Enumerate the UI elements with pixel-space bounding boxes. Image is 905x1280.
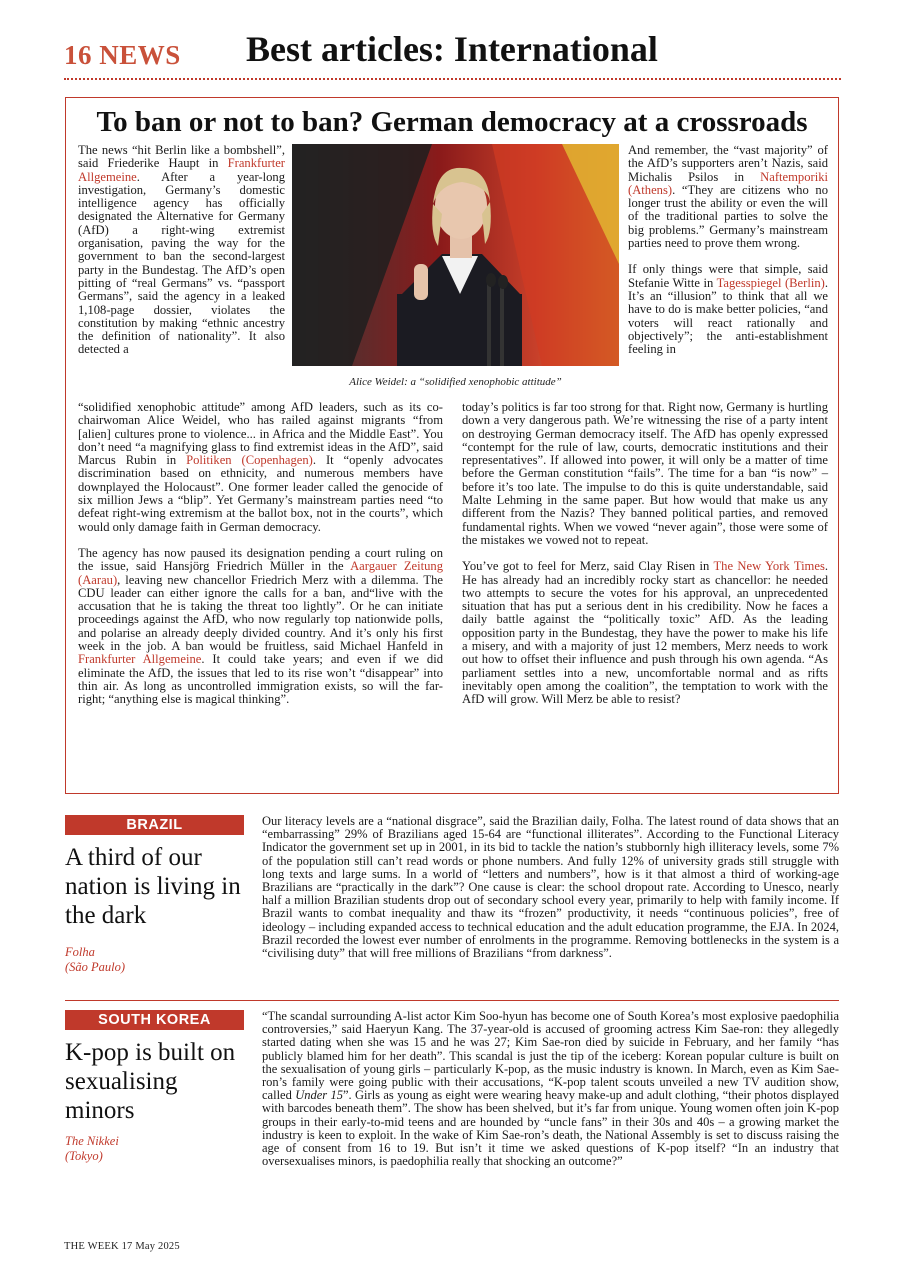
source-link: Politiken (Copenhagen) bbox=[186, 453, 313, 468]
section-name: NEWS bbox=[99, 40, 181, 70]
lead-col-left-bottom bbox=[78, 401, 443, 707]
story-source: The Nikkei (Tokyo) bbox=[65, 1134, 119, 1163]
lead-headline: To ban or not to ban? German democracy at a crossroads bbox=[96, 106, 808, 138]
source-link: Tagesspiegel (Berlin) bbox=[716, 275, 825, 290]
story-source: Folha (São Paulo) bbox=[65, 945, 126, 974]
lead-col-right-top bbox=[628, 144, 828, 356]
lead-paragraph: “solidified xenophobic attitude” among AfD leaders, such as its co-chairwoman Alice Weidel, who has railed against migrants “from [alien] cultures prone to violence... in Africa and the Middle East”. You don’t need “a magnifying glass to find extremist ideas in the AfD”, said Marcus Rubin in Politiken (Copenhagen). It “openly advocates discrimination based on ethnicity, and numerous members have downplayed the Holocaust”. One former leader called the genocide of six million Jews a “blip”. Yet Germany’s mainstream parties need “to defeat right-wing extremism at the ballot box, not in the courts”, which would only damage faith in German democracy. bbox=[78, 400, 443, 534]
story-divider bbox=[65, 1000, 839, 1001]
source-link: Frankfurter Allgemeine bbox=[78, 652, 202, 667]
page-title: Best articles: International bbox=[246, 29, 658, 69]
lead-col-left-top bbox=[78, 144, 285, 357]
page-header bbox=[64, 28, 841, 78]
photo-caption: Alice Weidel: a “solidified xenophobic attitude” bbox=[349, 376, 562, 388]
show-title: Under 15 bbox=[295, 1088, 343, 1103]
page-footer: THE WEEK 17 May 2025 bbox=[64, 1241, 180, 1252]
lead-paragraph: The agency has now paused its designation pending a court ruling on the issue, said Hansjörg Friedrich Müller in the Aargauer Zeitung (Aarau), leaving new chancellor Friedrich Merz with a dilemma. The CDU leader can either ignore the calls for a ban, and“live with the accusation that he is taking the threat too lightly”. Or he can initiate proceedings against the AfD, who now regularly top nationwide polls, and polarise an already deeply divided country. And it’s only his first week in the job. A ban would be fruitless, said Michael Hanfeld in Frankfurter Allgemeine. It could take years; and even if we did eliminate the AfD, the issues that led to its rise won’t “disappear” into thin air. As long as uncontrolled immigration exists, so will the far-right; “anything else is magical thinking”. bbox=[78, 545, 443, 707]
header-rule bbox=[64, 78, 841, 80]
source-link: Aargauer Zeitung (Aarau) bbox=[78, 559, 443, 587]
lead-paragraph: You’ve got to feel for Merz, said Clay Risen in The New York Times. He has already had an incredibly rocky start as chancellor: he needed two attempts to secure the votes for his approval, an unprecedented situation that has put a serious dent in his credibility. Now he faces a daily battle against the “politically toxic” AfD. As the leading opposition party in the Bundestag, they have the power to make his life a misery, and with a majority of just 12 members, Merz needs to work out how to offset their influence and push through his own agenda. “As parliament settles into a new, uncomfortable normal and as rifts inevitably open among the coalition”, the temptation to work with the AfD will grow. Will Merz be able to resist? bbox=[462, 559, 829, 707]
page-number: 16 NEWS bbox=[64, 40, 181, 70]
story-headline: A third of our nation is living in the dark bbox=[65, 844, 241, 929]
photo-illustration bbox=[292, 144, 619, 366]
lead-photo bbox=[292, 144, 619, 366]
source-link: Naftemporiki (Athens) bbox=[628, 169, 828, 197]
korea-story bbox=[65, 1010, 839, 1210]
lead-paragraph: today’s politics is far too strong for that. Right now, Germany is hurtling down a very dangerous path. We’re witnessing the rise of a party intent on destroying German democracy itself. The AfD has openly expressed “contempt for the rule of law, courts, democratic institutions and their representatives”. If allowed into power, it will only be a matter of time before the German constitution “fails”. The time for a ban “is now” – before it’s too late. The impulse to do this is quite understandable, said Malte Lehming in the same paper. But how would that make us any different from the Nazis? They banned political parties, and removed fundamental rights. When we vowed “never again”, those were some of the mistakes we vowed not to repeat. bbox=[462, 400, 828, 547]
source-link: The New York Times bbox=[713, 559, 825, 574]
country-tag: BRAZIL bbox=[65, 815, 244, 835]
brazil-story bbox=[65, 815, 839, 995]
source-link: Frankfurter Allgemeine bbox=[78, 156, 285, 184]
lead-paragraph: If only things were that simple, said Stefanie Witte in Tagesspiegel (Berlin). It’s an “illusion” to think that all we have to do is make better policies, “and voters will react rationally and objectively”; the anti-establishment feeling in bbox=[628, 262, 828, 357]
story-body: Our literacy levels are a “national disgrace”, said the Brazilian daily, Folha. The latest round of data shows that an “embarrassing” 29% of Brazilians aged 15-64 are “functional illiterates”. According to the Functional Literacy Indicator the government set up in 2001, in its bid to tackle the nation’s stubbornly high illiteracy levels, some 7% of the population still can’t read words or phone numbers. And fully 12% of university grads still struggle with long texts and large sums. In a world of “letters and numbers”, how is it that almost a third of working-age Brazilians are “practically in the dark”? One cause is clear: the school dropout rate. According to Unesco, nearly half a million Brazilian students drop out of secondary school every year, primarily to help with family income. If Brazil wants to combat inequality and thaw its “frozen” productivity, it needs “continuous policies”, free of ideology – including expanded access to technical education and the adult education programme, the EJA. In 2024, Brazil recorded the lowest ever number of enrolments in the programme. Removing bottlenecks in the system is a “civilising duty” that will free millions of Brazilians “from darkness”. bbox=[262, 814, 839, 961]
lead-col-right-bottom bbox=[462, 401, 828, 707]
lead-paragraph: The news “hit Berlin like a bombshell”, said Friederike Haupt in Frankfurter Allgemeine. After a year-long investigation, Germany’s domestic intelligence agency has officially designated the Alternative for Germany (AfD) a right-wing extremist organisation, paving the way for the government to ban the second-largest party in the Bundestag. The AfD’s open pitting of “real Germans” vs. “passport Germans”, said the agency in a leaked 1,108-page dossier, violates the constitution by making “ethnic ancestry the definition of nationality”. It also detected a bbox=[78, 143, 285, 357]
lead-story-box bbox=[65, 97, 839, 794]
country-tag: SOUTH KOREA bbox=[65, 1010, 244, 1030]
story-body: “The scandal surrounding A-list actor Kim Soo-hyun has become one of South Korea’s most explosive paedophilia controversies,” said Haeryun Kang. The 37-year-old is accused of grooming actress Kim Sae-ron: they allegedly started dating when she was 15 and he was 27; Kim Sae-ron died by suicide in February, and her family “has publicly blamed him for her death”. This scandal is just the tip of the iceberg: Korean popular culture is built on the sexualisation of young girls – particularly K-pop, as the music industry is known. In March, even as Kim Sae-ron’s family were going public with their accusations, “K-pop talent scouts unveiled a new TV audition show, called Under 15”. Girls as young as eight were wearing heavy make-up and adult clothing, “their photos displayed with barcodes beneath them”. The show has been shelved, but it’s far from unique. Young women often join K-pop groups in their early-to-mid teens and are hounded by “uncle fans” in their 30s and 40s – a growing market the industry is keen to exploit. In the wake of Kim Sae-ron’s death, the National Assembly is set to discuss raising the age of consent from 16 to 19. But isn’t it time we asked questions of K-pop itself? “In an industry that oversexualises minors, is paedophilia really that shocking an outcome?” bbox=[262, 1009, 839, 1169]
lead-paragraph: And remember, the “vast majority” of the AfD’s supporters aren’t Nazis, said Michalis Psilos in Naftemporiki (Athens). “They are citizens who no longer trust the ability or even the will of the traditional parties to solve the big problems.” Germany’s mainstream parties need to prove them wrong. bbox=[628, 143, 828, 251]
story-headline: K-pop is built on sexualising minors bbox=[65, 1039, 236, 1124]
